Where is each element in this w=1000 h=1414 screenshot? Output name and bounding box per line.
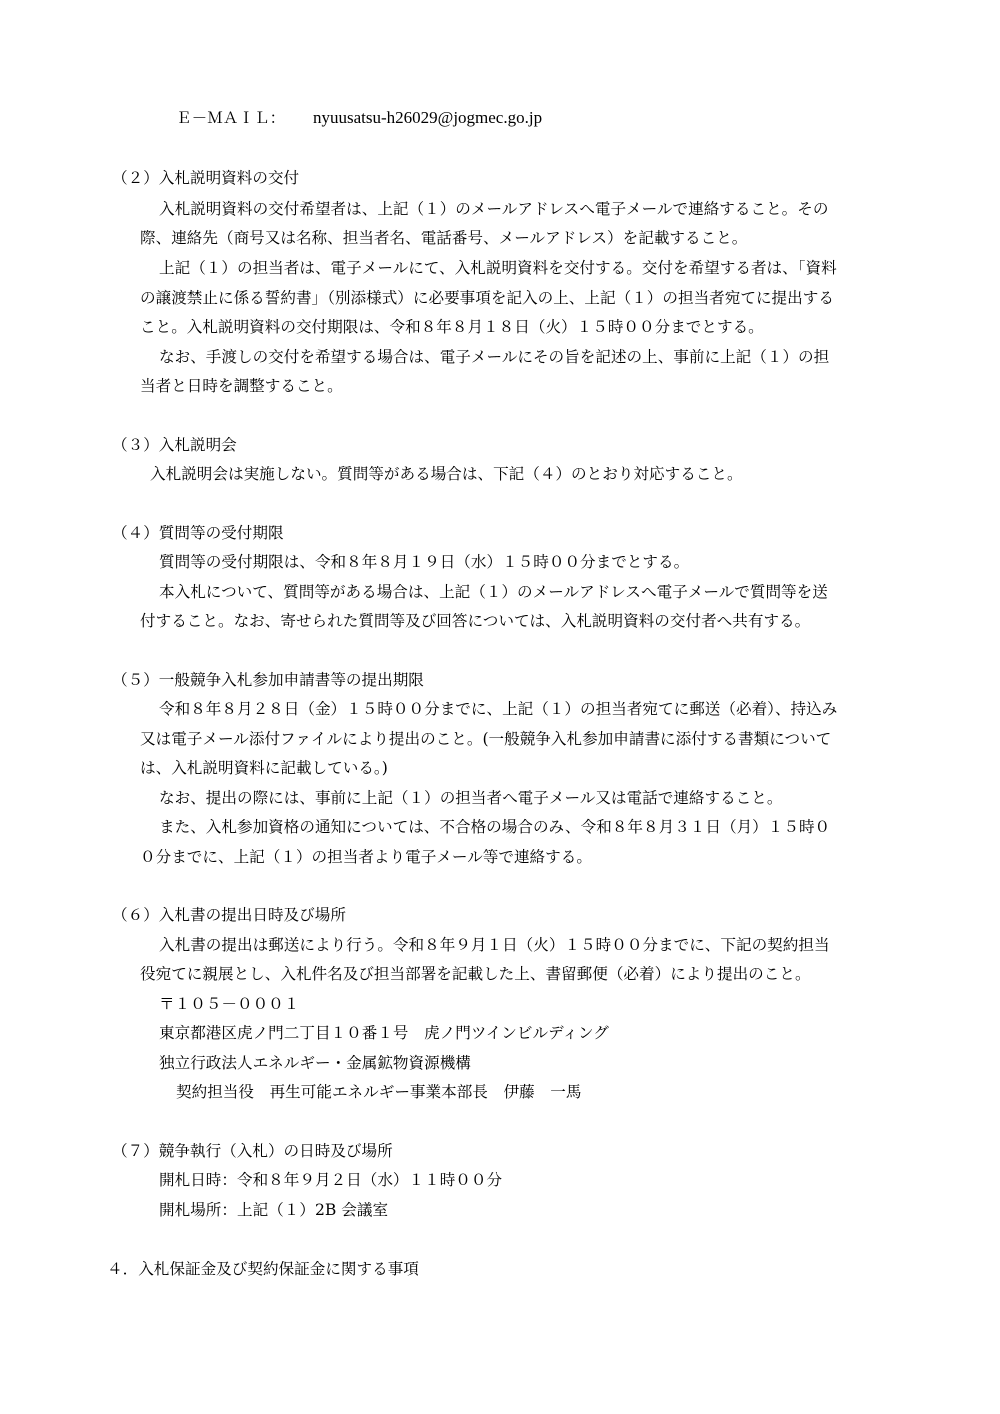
email-address: nyuusatsu-h26029@jogmec.go.jp (313, 108, 543, 127)
section-2-line: こと。入札説明資料の交付期限は、令和８年８月１８日（火）１５時００分までとする。 (140, 318, 764, 336)
section-4-line: 質問等の受付期限は、令和８年８月１９日（水）１５時００分までとする。 (159, 553, 690, 571)
postal-code: 〒１０５－０００１ (159, 995, 300, 1013)
section-4-line: 付すること。なお、寄せられた質問等及び回答については、入札説明資料の交付者へ共有する。 (140, 612, 811, 630)
section-2-heading: （２）入札説明資料の交付 (112, 169, 300, 187)
section-7-heading: （７）競争執行（入札）の日時及び場所 (112, 1142, 393, 1160)
email-label: Ｅ－ＭＡＩＬ： (176, 109, 286, 127)
section-4-line: 本入札について、質問等がある場合は、上記（１）のメールアドレスへ電子メールで質問等を送 (159, 583, 828, 601)
section-5-heading: （５）一般競争入札参加申請書等の提出期限 (112, 671, 424, 689)
section-5-line: また、入札参加資格の通知については、不合格の場合のみ、令和８年８月３１日（月）１５時０ (159, 818, 831, 836)
section-6-line: 役宛てに親展とし、入札件名及び担当部署を記載した上、書留郵便（必着）により提出のこと。 (140, 965, 811, 983)
contract-officer: 契約担当役 再生可能エネルギー事業本部長 伊藤 一馬 (176, 1083, 582, 1101)
section-5-line: ０分までに、上記（１）の担当者より電子メール等で連絡する。 (140, 848, 592, 866)
section-2-line: なお、手渡しの交付を希望する場合は、電子メールにその旨を記述の上、事前に上記（１）の担 (159, 348, 830, 366)
section-2-line: 上記（１）の担当者は、電子メールにて、入札説明資料を交付する。交付を希望する者は、「資料 (159, 259, 837, 277)
section-6-heading: （６）入札書の提出日時及び場所 (112, 906, 346, 924)
section-3-line: 入札説明会は実施しない。質問等がある場合は、下記（４）のとおり対応すること。 (150, 465, 743, 483)
main-section-4-heading: ４．入札保証金及び契約保証金に関する事項 (107, 1260, 419, 1278)
organization-name: 独立行政法人エネルギー・金属鉱物資源機構 (159, 1054, 471, 1072)
section-2-line: 入札説明資料の交付希望者は、上記（１）のメールアドレスへ電子メールで連絡すること。その (159, 200, 829, 218)
section-4-heading: （４）質問等の受付期限 (112, 524, 284, 542)
section-2-line: 当者と日時を調整すること。 (140, 377, 343, 395)
section-5-line: 又は電子メール添付ファイルにより提出のこと。(一般競争入札参加申請書に添付する書類について (140, 730, 832, 748)
opening-datetime: 開札日時：令和８年９月２日（水）１１時００分 (159, 1171, 503, 1189)
section-2-line: の譲渡禁止に係る誓約書」（別添様式）に必要事項を記入の上、上記（１）の担当者宛てに提出する (140, 289, 834, 307)
section-5-line: は、入札説明資料に記載している。) (140, 759, 388, 777)
opening-place: 開札場所：上記（１）2B 会議室 (159, 1201, 389, 1219)
section-2-line: 際、連絡先（商号又は名称、担当者名、電話番号、メールアドレス）を記載すること。 (140, 229, 748, 247)
section-5-line: なお、提出の際には、事前に上記（１）の担当者へ電子メール又は電話で連絡すること。 (159, 789, 783, 807)
section-5-line: 令和８年８月２８日（金）１５時００分までに、上記（１）の担当者宛てに郵送（必着）、持込み (159, 700, 838, 718)
section-6-line: 入札書の提出は郵送により行う。令和８年９月１日（火）１５時００分までに、下記の契約担当 (159, 936, 830, 954)
section-3-heading: （３）入札説明会 (112, 436, 237, 454)
address-line: 東京都港区虎ノ門二丁目１０番１号 虎ノ門ツインビルディング (159, 1024, 609, 1042)
